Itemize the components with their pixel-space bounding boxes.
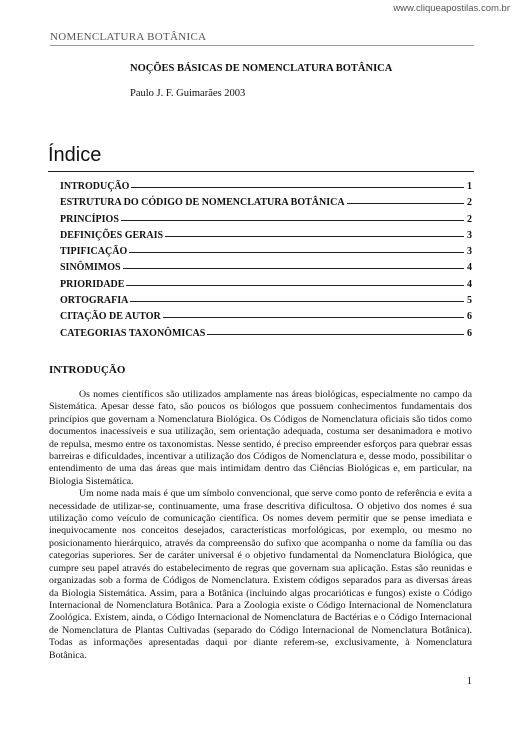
toc-entry-label: CITAÇÃO DE AUTOR [60,311,161,323]
toc-leader-line [126,285,464,286]
body-text [49,389,472,662]
toc-entry-page: 4 [467,278,472,290]
header-divider [50,45,474,46]
index-heading: Índice [48,144,102,166]
toc-entry-page: 2 [467,213,472,225]
toc-entry-page: 5 [467,295,472,307]
site-url: www.cliqueapostilas.com.br [393,3,510,14]
toc-leader-line [129,252,464,253]
toc-entry-prioridade[interactable] [60,279,472,295]
toc-entry-principios[interactable] [60,214,472,230]
toc-entry-label: SINÔMIMOS [60,262,121,274]
toc-leader-line [130,301,464,302]
toc-leader-line [347,203,464,204]
toc-entry-introducao[interactable] [60,181,472,197]
toc-entry-page: 1 [467,181,472,192]
section-heading: INTRODUÇÃO [49,364,126,376]
toc-entry-page: 3 [467,229,472,241]
toc-leader-line [207,334,464,335]
toc-leader-line [131,187,464,188]
toc-entry-page: 6 [467,311,472,323]
toc-entry-page: 3 [467,246,472,258]
toc-entry-page: 6 [467,327,472,339]
toc-entry-label: INTRODUÇÃO [60,181,130,192]
index-divider [48,171,474,172]
toc-leader-line [123,268,464,269]
toc-entry-page: 4 [467,262,472,274]
toc-leader-line [165,236,464,237]
toc-entry-citacao[interactable] [60,311,472,327]
toc-entry-sinonimos[interactable] [60,262,472,278]
toc-entry-label: PRIORIDADE [60,278,125,290]
toc-entry-page: 2 [467,197,472,209]
table-of-contents [60,181,472,344]
document-title: NOÇÕES BÁSICAS DE NOMENCLATURA BOTÂNICA [130,63,393,74]
paragraph: Um nome nada mais é que um símbolo convencional, que serve como ponto de referência e evita a necessidade de utilizar-se, continuamente, uma frase descritiva dificultosa. O objetivo dos nomes é sua utilização como veículo de comunicação científica. Os nomes devem permitir que se pense imediata e inequivocamente nos conceitos desejados, características morfológicas, por exemplo, ou mesmo no posicionamento hierárquico, através da compreensão do sufixo que acompanha o nome da família ou das categorias superiores. Ser de caráter universal é o objetivo fundamental da Nomenclatura Biológica, que cumpre seu papel através do estabelecimento de regras que governam sua aplicação. Estas são reunidas e organizadas sob a forma de Códigos de Nomenclatura. Existem códigos separados para as diversas áreas da Biologia Sistemática. Assim, para a Botânica (incluindo algas procarióticas e fungos) existe o Código Internacional de Nomenclatura Botânica. Para a Zoologia existe o Código Internacional de Nomenclatura Zoológica. Existem, ainda, o Código Internacional de Nomenclatura de Bactérias e o Código Internacional de Nomenclatura de Plantas Cultivadas (separado do Código Internacional de Nomenclatura Botânica). Todas as informações apresentadas daqui por diante referem-se, exclusivamente, à Nomenclatura Botânica. [49,488,472,661]
toc-entry-label: CATEGORIAS TAXONÔMICAS [60,327,206,339]
toc-entry-label: ORTOGRAFIA [60,295,129,307]
toc-entry-ortografia[interactable] [60,295,472,311]
toc-entry-categorias[interactable] [60,328,472,344]
toc-leader-line [163,317,464,318]
document-author: Paulo J. F. Guimarães 2003 [130,88,246,99]
toc-entry-label: ESTRUTURA DO CÓDIGO DE NOMENCLATURA BOTÂNICA [60,197,345,209]
toc-entry-tipificacao[interactable] [60,246,472,262]
toc-entry-label: PRINCÍPIOS [60,213,119,225]
toc-leader-line [121,220,464,221]
toc-entry-estrutura[interactable] [60,197,472,213]
page-number: 1 [466,676,472,687]
toc-entry-label: TIPIFICAÇÃO [60,246,128,258]
running-header: NOMENCLATURA BOTÂNICA [50,31,207,43]
toc-entry-definicoes[interactable] [60,230,472,246]
toc-entry-label: DEFINIÇÕES GERAIS [60,229,164,241]
paragraph: Os nomes científicos são utilizados amplamente nas áreas biológicas, especialmente no campo da Sistemática. Apesar desse fato, são poucos os biólogos que possuem conhecimentos fundamentais dos princípios que governam a Nomenclatura Biológica. Os Códigos de Nomenclatura oficiais são tidos como documentos inacessíveis e sua utilização, sem orientação adequada, costuma ser desanimadora e motivo de repulsa, mesmo entre os taxonomistas. Nesse sentido, é preciso empreender esforços para quebrar essas barreiras e dificuldades, incentivar a utilização dos Códigos de Nomenclatura e, desse modo, possibilitar o entendimento de uma das áreas que mais intimidam dentro das Ciências Biológicas e, em particular, na Biologia Sistemática. [49,389,472,487]
